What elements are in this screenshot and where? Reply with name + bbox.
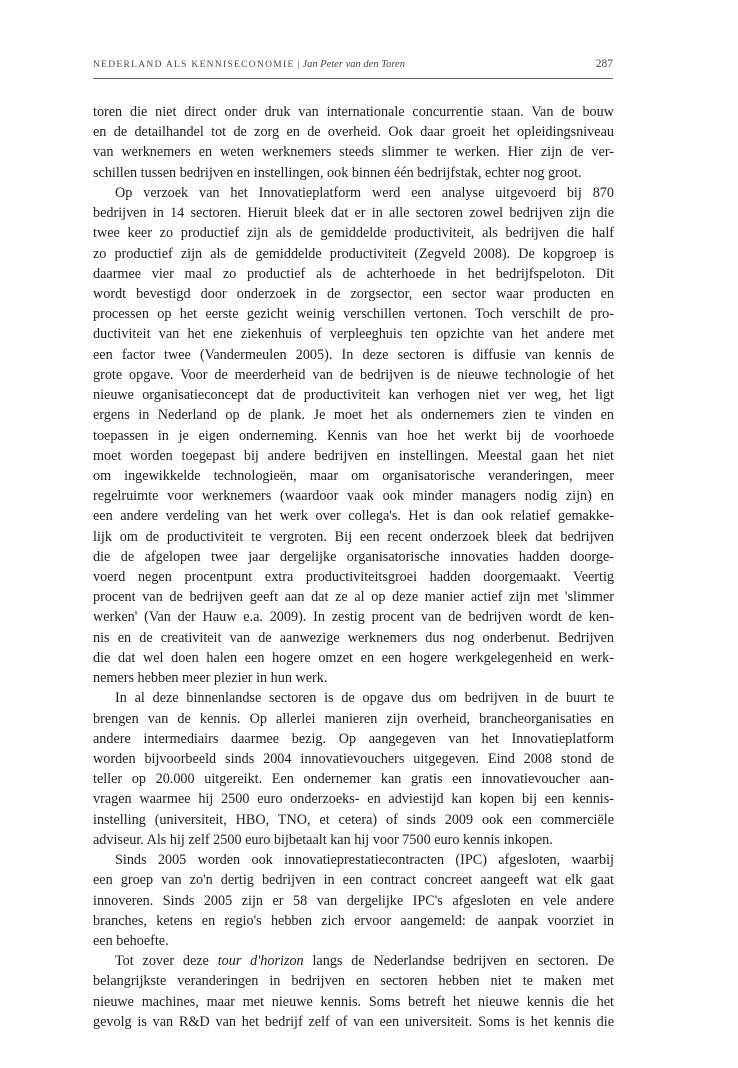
- text-line: moet worden toegepast bij andere bedrijven en instellingen. Meestal gaan het niet: [93, 447, 614, 464]
- text-line: zo productief zijn als de gemiddelde productiviteit (Zegveld 2008). De kopgroep is: [93, 245, 614, 262]
- running-head-author: Jan Peter van den Toren: [302, 59, 405, 70]
- text-fragment: Tot zover deze: [115, 953, 218, 970]
- text-line: belangrijkste veranderingen in bedrijven en sectoren hebben niet te maken met: [93, 973, 614, 990]
- text-line: andere intermediairs daarmee bezig. Op aangegeven van het Innovatieplatform: [93, 730, 614, 747]
- text-fragment: langs de Nederlandse bedrijven en sectoren. De: [303, 953, 614, 970]
- text-line: brengen van de kennis. Op allerlei manieren zijn overheid, brancheorganisaties en: [93, 710, 614, 727]
- text-line: een factor twee (Vandermeulen 2005). In deze sectoren is diffusie van kennis de: [93, 346, 614, 363]
- text-line: In al deze binnenlandse sectoren is de opgave dus om bedrijven in de buurt te: [115, 690, 614, 707]
- text-line: toepassen in je eigen onderneming. Kennis van hoe het werkt bij de voorhoede: [93, 427, 614, 444]
- body-text: [93, 102, 614, 1032]
- text-line: nis en de creativiteit van de aanwezige werknemers dus nog onderbenut. Bedrijven: [93, 629, 614, 646]
- running-title: NEDERLAND ALS KENNISECONOMIE: [93, 60, 295, 70]
- running-head: [93, 59, 613, 75]
- text-line: ductiviteit van het ene ziekenhuis of verpleeghuis ten opzichte van het andere met: [93, 326, 614, 343]
- text-line: vragen waarmee hij 2500 euro onderzoeks- en adviestijd kan kopen bij een kennis-: [93, 791, 614, 808]
- text-line: instelling (universiteit, HBO, TNO, et cetera) of sinds 2009 ook een commerciële: [93, 811, 614, 828]
- text-line: regelruimte voor werknemers (waardoor vaak ook minder managers nodig zijn) en: [93, 488, 614, 505]
- text-line: nieuwe organisatieconcept dat de productiviteit kan verhogen niet ver weg, het ligt: [93, 387, 614, 404]
- text-line: schillen tussen bedrijven en instellingen, ook binnen één bedrijfstak, echter nog groot.: [93, 164, 582, 181]
- text-line: innoveren. Sinds 2005 zijn er 58 van dergelijke IPC's afgesloten en vele andere: [93, 892, 614, 909]
- text-line: grote opgave. Voor de meerderheid van de bedrijven is de nieuwe technologie of het: [93, 366, 614, 383]
- running-head-separator: |: [297, 60, 300, 70]
- text-line: die de afgelopen twee jaar dergelijke organisatorische innovaties hadden doorge-: [93, 548, 614, 565]
- header-rule: [93, 78, 613, 79]
- text-line: daarmee vier maal zo productief als de achterhoede in het bedrijfspeloton. Dit: [93, 265, 614, 282]
- text-line: procent van de bedrijven geeft aan dat ze al op deze manier actief zijn met 'slimmer: [93, 589, 614, 606]
- italic-phrase: tour d'horizon: [217, 953, 304, 970]
- text-line: teller op 20.000 uitgereikt. Een ondernemer kan gratis een innovatievoucher aan-: [93, 771, 614, 788]
- text-line: lijk om de productiviteit te vergroten. Bij een recent onderzoek bleek dat bedrijven: [93, 528, 614, 545]
- text-line: een groep van zo'n dertig bedrijven in een contract concreet aangeeft wat elk gaat: [93, 872, 614, 889]
- text-line: voerd negen procentpunt extra productiviteitsgroei hadden doorgemaakt. Veertig: [93, 569, 614, 586]
- text-line: worden bijvoorbeeld sinds 2004 innovatievouchers uitgegeven. Eind 2008 stond de: [93, 751, 614, 767]
- text-line: ergens in Nederland op de plank. Je moet het als ondernemers zien te vinden en: [93, 407, 614, 424]
- text-line: en de detailhandel tot de zorg en de overheid. Ook daar groeit het opleidingsniveau: [93, 124, 614, 141]
- text-line: toren die niet direct onder druk van internationale concurrentie staan. Van de bouw: [93, 104, 614, 120]
- text-line: Sinds 2005 worden ook innovatieprestatiecontracten (IPC) afgesloten, waarbij: [115, 852, 614, 869]
- text-line: nieuwe machines, maar met nieuwe kennis. Soms betreft het nieuwe kennis die het: [93, 993, 614, 1010]
- text-line: twee keer zo productief zijn als de gemiddelde productiviteit, als bedrijven die half: [93, 225, 614, 242]
- text-line: bedrijven in 14 sectoren. Hieruit bleek dat er in alle sectoren zowel bedrijven zijn die: [93, 205, 614, 222]
- text-line: die dat wel doen halen een hogere omzet en een hogere werkgelegenheid en werk-: [93, 649, 614, 666]
- text-line: adviseur. Als hij zelf 2500 euro bijbetaalt kan hij voor 7500 euro kennis inkopen.: [93, 831, 553, 848]
- text-line: processen op het eerste gezicht weinig verschillen vertonen. Toch verschilt de pro-: [93, 306, 614, 323]
- text-line: van werknemers en weten werknemers steeds slimmer te werken. Hier zijn de ver-: [93, 144, 614, 161]
- text-line: Op verzoek van het Innovatieplatform werd een analyse uitgevoerd bij 870: [115, 184, 614, 201]
- text-line: branches, ketens en regio's hebben zich ervoor aangemeld: de aanpak voorziet in: [93, 912, 614, 929]
- text-line: wordt bevestigd door onderzoek in de zorgsector, een sector waar producten en: [93, 285, 614, 302]
- text-line: werken' (Van der Hauw e.a. 2009). In zestig procent van de bedrijven wordt de ken-: [93, 609, 614, 626]
- text-line: om ingewikkelde technologieën, maar om organisatorische veranderingen, meer: [93, 467, 614, 484]
- text-line: [93, 951, 614, 971]
- text-line: een behoefte.: [93, 932, 169, 949]
- page-number: 287: [595, 58, 613, 70]
- text-line: een andere verdeling van het werk over collega's. Het is dan ook relatief gemakke-: [93, 508, 614, 525]
- text-line: gevolg is van R&D van het bedrijf zelf of van een universiteit. Soms is het kennis die: [93, 1013, 614, 1030]
- text-line: nemers hebben meer plezier in hun werk.: [93, 670, 328, 687]
